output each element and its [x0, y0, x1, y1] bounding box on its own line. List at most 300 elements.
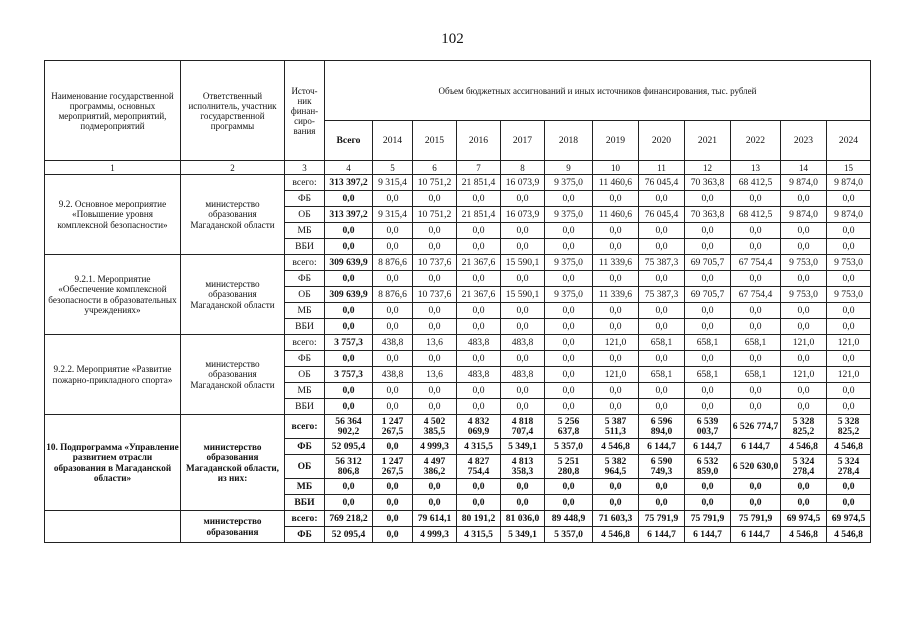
year-header: 2021 — [685, 121, 731, 161]
amount-cell: 0,0 — [457, 495, 501, 511]
amount-cell: 9 375,0 — [545, 255, 593, 271]
amount-cell: 0,0 — [413, 383, 457, 399]
amount-cell: 0,0 — [457, 303, 501, 319]
header-source: Источ-ник финан-сиро-вания — [285, 61, 325, 161]
amount-cell: 10 751,2 — [413, 207, 457, 223]
responsible-executor: министерство образования Магаданской области — [181, 255, 285, 335]
amount-cell: 1 247 267,5 — [373, 415, 413, 439]
amount-cell: 0,0 — [501, 303, 545, 319]
amount-cell: 21 851,4 — [457, 207, 501, 223]
amount-cell: 0,0 — [593, 223, 639, 239]
year-header: 2019 — [593, 121, 639, 161]
amount-cell: 9 753,0 — [827, 255, 871, 271]
amount-cell: 438,8 — [373, 367, 413, 383]
amount-cell: 0,0 — [781, 239, 827, 255]
column-number: 8 — [501, 161, 545, 175]
amount-cell: 16 073,9 — [501, 207, 545, 223]
funding-source: МБ — [285, 303, 325, 319]
funding-source: ВБИ — [285, 319, 325, 335]
amount-cell: 1 247 267,5 — [373, 455, 413, 479]
amount-cell: 8 876,6 — [373, 255, 413, 271]
amount-cell: 658,1 — [639, 335, 685, 351]
funding-source: всего: — [285, 511, 325, 527]
amount-cell: 13,6 — [413, 367, 457, 383]
amount-cell: 0,0 — [373, 223, 413, 239]
amount-cell: 0,0 — [413, 239, 457, 255]
amount-cell: 69 974,5 — [781, 511, 827, 527]
year-header: 2018 — [545, 121, 593, 161]
amount-cell: 0,0 — [731, 303, 781, 319]
amount-cell: 56 312 806,8 — [325, 455, 373, 479]
amount-cell: 4 546,8 — [593, 527, 639, 543]
amount-cell: 0,0 — [501, 271, 545, 287]
amount-cell: 10 751,2 — [413, 175, 457, 191]
year-header: 2017 — [501, 121, 545, 161]
amount-cell: 0,0 — [457, 383, 501, 399]
amount-cell: 0,0 — [325, 383, 373, 399]
amount-cell: 0,0 — [639, 399, 685, 415]
amount-cell: 6 539 003,7 — [685, 415, 731, 439]
column-numbers-row — [45, 161, 871, 175]
amount-cell: 658,1 — [685, 335, 731, 351]
amount-cell: 6 144,7 — [731, 527, 781, 543]
amount-cell: 6 144,7 — [685, 439, 731, 455]
column-number: 11 — [639, 161, 685, 175]
amount-cell: 0,0 — [373, 383, 413, 399]
header-budget: Объем бюджетных ассигнований и иных источников финансирования, тыс. рублей — [325, 61, 871, 121]
year-header: 2024 — [827, 121, 871, 161]
activity-name: 9.2.2. Мероприятие «Развитие пожарно-прикладного спорта» — [45, 335, 181, 415]
column-number: 12 — [685, 161, 731, 175]
column-number: 5 — [373, 161, 413, 175]
amount-cell: 0,0 — [413, 223, 457, 239]
amount-cell: 0,0 — [781, 351, 827, 367]
amount-cell: 121,0 — [593, 367, 639, 383]
amount-cell: 0,0 — [781, 191, 827, 207]
column-number: 14 — [781, 161, 827, 175]
funding-source: всего: — [285, 415, 325, 439]
amount-cell: 4 818 707,4 — [501, 415, 545, 439]
year-header: 2023 — [781, 121, 827, 161]
amount-cell: 4 546,8 — [827, 527, 871, 543]
amount-cell: 0,0 — [731, 383, 781, 399]
amount-cell: 0,0 — [731, 271, 781, 287]
amount-cell: 11 339,6 — [593, 255, 639, 271]
amount-cell: 0,0 — [373, 527, 413, 543]
amount-cell: 69 705,7 — [685, 287, 731, 303]
table-row — [45, 335, 871, 351]
amount-cell: 0,0 — [685, 191, 731, 207]
amount-cell: 0,0 — [457, 271, 501, 287]
page-number: 102 — [441, 31, 464, 47]
amount-cell: 0,0 — [639, 271, 685, 287]
amount-cell: 0,0 — [827, 479, 871, 495]
amount-cell: 0,0 — [457, 239, 501, 255]
amount-cell: 0,0 — [545, 239, 593, 255]
amount-cell: 0,0 — [501, 319, 545, 335]
column-number: 6 — [413, 161, 457, 175]
amount-cell: 79 614,1 — [413, 511, 457, 527]
amount-cell: 0,0 — [413, 495, 457, 511]
amount-cell: 4 315,5 — [457, 527, 501, 543]
amount-cell: 68 412,5 — [731, 207, 781, 223]
amount-cell: 0,0 — [457, 191, 501, 207]
amount-cell: 5 256 637,8 — [545, 415, 593, 439]
amount-cell: 9 753,0 — [827, 287, 871, 303]
amount-cell: 0,0 — [827, 351, 871, 367]
amount-cell: 5 324 278,4 — [827, 455, 871, 479]
funding-source: ОБ — [285, 367, 325, 383]
funding-source: ВБИ — [285, 239, 325, 255]
amount-cell: 4 546,8 — [593, 439, 639, 455]
amount-cell: 0,0 — [827, 303, 871, 319]
amount-cell: 0,0 — [325, 191, 373, 207]
funding-source: ВБИ — [285, 495, 325, 511]
amount-cell: 0,0 — [731, 351, 781, 367]
amount-cell: 483,8 — [501, 335, 545, 351]
amount-cell: 4 813 358,3 — [501, 455, 545, 479]
amount-cell: 0,0 — [373, 191, 413, 207]
amount-cell: 21 367,6 — [457, 255, 501, 271]
amount-cell: 0,0 — [325, 223, 373, 239]
amount-cell: 5 328 825,2 — [781, 415, 827, 439]
amount-cell: 0,0 — [781, 223, 827, 239]
year-header: 2014 — [373, 121, 413, 161]
funding-source: ОБ — [285, 455, 325, 479]
amount-cell: 0,0 — [545, 335, 593, 351]
amount-cell: 56 364 902,2 — [325, 415, 373, 439]
amount-cell: 658,1 — [685, 367, 731, 383]
activity-name: 9.2. Основное мероприятие «Повышение уровня комплексной безопасности» — [45, 175, 181, 255]
amount-cell: 75 387,3 — [639, 287, 685, 303]
column-number: 10 — [593, 161, 639, 175]
amount-cell: 0,0 — [501, 351, 545, 367]
amount-cell: 0,0 — [781, 383, 827, 399]
funding-source: ФБ — [285, 351, 325, 367]
amount-cell: 71 603,3 — [593, 511, 639, 527]
subprogram-name: 10. Подпрограмма «Управление развитием отрасли образования в Магаданской области» — [45, 415, 181, 511]
amount-cell: 0,0 — [593, 191, 639, 207]
amount-cell: 6 144,7 — [639, 439, 685, 455]
column-number: 2 — [181, 161, 285, 175]
amount-cell: 67 754,4 — [731, 255, 781, 271]
amount-cell: 0,0 — [593, 351, 639, 367]
amount-cell: 0,0 — [827, 239, 871, 255]
amount-cell: 4 832 069,9 — [457, 415, 501, 439]
amount-cell: 0,0 — [827, 271, 871, 287]
amount-cell: 4 827 754,4 — [457, 455, 501, 479]
amount-cell: 658,1 — [731, 367, 781, 383]
amount-cell: 15 590,1 — [501, 255, 545, 271]
amount-cell: 0,0 — [685, 383, 731, 399]
funding-source: всего: — [285, 335, 325, 351]
amount-cell: 75 791,9 — [685, 511, 731, 527]
amount-cell: 0,0 — [593, 399, 639, 415]
amount-cell: 0,0 — [457, 223, 501, 239]
amount-cell: 0,0 — [731, 223, 781, 239]
amount-cell: 89 448,9 — [545, 511, 593, 527]
amount-cell: 9 375,0 — [545, 207, 593, 223]
amount-cell: 0,0 — [457, 319, 501, 335]
amount-cell: 5 357,0 — [545, 527, 593, 543]
amount-cell: 75 387,3 — [639, 255, 685, 271]
column-number: 7 — [457, 161, 501, 175]
amount-cell: 21 367,6 — [457, 287, 501, 303]
amount-cell: 0,0 — [639, 239, 685, 255]
amount-cell: 9 375,0 — [545, 287, 593, 303]
amount-cell: 0,0 — [545, 191, 593, 207]
amount-cell: 121,0 — [781, 335, 827, 351]
amount-cell: 5 387 511,3 — [593, 415, 639, 439]
amount-cell: 0,0 — [413, 319, 457, 335]
year-header: 2022 — [731, 121, 781, 161]
amount-cell: 0,0 — [827, 191, 871, 207]
amount-cell: 0,0 — [545, 303, 593, 319]
year-header: 2015 — [413, 121, 457, 161]
amount-cell: 0,0 — [685, 495, 731, 511]
column-number: 9 — [545, 161, 593, 175]
funding-source: МБ — [285, 223, 325, 239]
amount-cell: 0,0 — [781, 399, 827, 415]
amount-cell: 13,6 — [413, 335, 457, 351]
amount-cell: 658,1 — [639, 367, 685, 383]
amount-cell: 0,0 — [781, 303, 827, 319]
amount-cell: 9 874,0 — [781, 207, 827, 223]
amount-cell: 121,0 — [827, 367, 871, 383]
amount-cell: 0,0 — [457, 351, 501, 367]
amount-cell: 10 737,6 — [413, 255, 457, 271]
amount-cell: 9 315,4 — [373, 207, 413, 223]
amount-cell: 11 460,6 — [593, 207, 639, 223]
column-number: 13 — [731, 161, 781, 175]
amount-cell: 68 412,5 — [731, 175, 781, 191]
funding-source: ФБ — [285, 527, 325, 543]
amount-cell: 4 315,5 — [457, 439, 501, 455]
amount-cell: 5 349,1 — [501, 439, 545, 455]
amount-cell: 0,0 — [781, 479, 827, 495]
amount-cell: 76 045,4 — [639, 175, 685, 191]
amount-cell: 11 339,6 — [593, 287, 639, 303]
amount-cell: 0,0 — [731, 319, 781, 335]
amount-cell: 0,0 — [501, 191, 545, 207]
amount-cell: 0,0 — [373, 239, 413, 255]
amount-cell: 0,0 — [639, 383, 685, 399]
funding-source: ФБ — [285, 439, 325, 455]
amount-cell: 0,0 — [325, 351, 373, 367]
amount-cell: 0,0 — [545, 479, 593, 495]
amount-cell: 6 532 859,0 — [685, 455, 731, 479]
amount-cell: 0,0 — [373, 495, 413, 511]
amount-cell: 9 874,0 — [827, 175, 871, 191]
amount-cell: 9 874,0 — [827, 207, 871, 223]
amount-cell: 4 497 386,2 — [413, 455, 457, 479]
amount-cell: 309 639,9 — [325, 255, 373, 271]
amount-cell: 9 874,0 — [781, 175, 827, 191]
amount-cell: 0,0 — [545, 223, 593, 239]
amount-cell: 0,0 — [413, 303, 457, 319]
amount-cell: 0,0 — [731, 191, 781, 207]
amount-cell: 0,0 — [501, 399, 545, 415]
amount-cell: 0,0 — [545, 383, 593, 399]
amount-cell: 0,0 — [413, 351, 457, 367]
responsible-executor: министерство образования — [181, 511, 285, 543]
responsible-executor: министерство образования Магаданской области — [181, 175, 285, 255]
amount-cell: 0,0 — [685, 351, 731, 367]
amount-cell: 6 590 749,3 — [639, 455, 685, 479]
amount-cell: 0,0 — [545, 271, 593, 287]
amount-cell: 4 546,8 — [781, 439, 827, 455]
header-responsible: Ответственный исполнитель, участник государственной программы — [181, 61, 285, 161]
amount-cell: 0,0 — [593, 495, 639, 511]
amount-cell: 0,0 — [685, 223, 731, 239]
table-row — [45, 415, 871, 439]
amount-cell: 52 095,4 — [325, 527, 373, 543]
amount-cell: 11 460,6 — [593, 175, 639, 191]
amount-cell: 0,0 — [325, 303, 373, 319]
amount-cell: 0,0 — [373, 303, 413, 319]
amount-cell: 769 218,2 — [325, 511, 373, 527]
amount-cell: 121,0 — [593, 335, 639, 351]
amount-cell: 67 754,4 — [731, 287, 781, 303]
amount-cell: 9 315,4 — [373, 175, 413, 191]
amount-cell: 313 397,2 — [325, 207, 373, 223]
amount-cell: 0,0 — [731, 239, 781, 255]
funding-source: ВБИ — [285, 399, 325, 415]
amount-cell: 0,0 — [325, 399, 373, 415]
amount-cell: 76 045,4 — [639, 207, 685, 223]
amount-cell: 0,0 — [593, 303, 639, 319]
amount-cell: 0,0 — [325, 479, 373, 495]
amount-cell: 0,0 — [781, 271, 827, 287]
funding-source: ОБ — [285, 207, 325, 223]
amount-cell: 483,8 — [457, 367, 501, 383]
year-header: 2016 — [457, 121, 501, 161]
amount-cell: 0,0 — [413, 191, 457, 207]
amount-cell: 5 251 280,8 — [545, 455, 593, 479]
year-header: Всего — [325, 121, 373, 161]
responsible-executor: министерство образования Магаданской области — [181, 335, 285, 415]
amount-cell: 9 753,0 — [781, 255, 827, 271]
amount-cell: 0,0 — [501, 383, 545, 399]
responsible-executor: министерство образования Магаданской области, из них: — [181, 415, 285, 511]
amount-cell: 69 705,7 — [685, 255, 731, 271]
amount-cell: 0,0 — [827, 223, 871, 239]
amount-cell: 0,0 — [373, 479, 413, 495]
funding-source: МБ — [285, 479, 325, 495]
amount-cell: 0,0 — [593, 271, 639, 287]
amount-cell: 0,0 — [639, 495, 685, 511]
header-name: Наименование государственной программы, основных мероприятий, мероприятий, подмероприятий — [45, 61, 181, 161]
amount-cell: 309 639,9 — [325, 287, 373, 303]
amount-cell: 0,0 — [731, 479, 781, 495]
amount-cell: 0,0 — [593, 479, 639, 495]
amount-cell: 6 520 630,0 — [731, 455, 781, 479]
amount-cell: 6 144,7 — [685, 527, 731, 543]
amount-cell: 0,0 — [593, 319, 639, 335]
activity-name: 9.2.1. Мероприятие «Обеспечение комплексной безопасности в образовательных учреждениях» — [45, 255, 181, 335]
amount-cell: 0,0 — [413, 399, 457, 415]
amount-cell: 0,0 — [639, 303, 685, 319]
amount-cell: 15 590,1 — [501, 287, 545, 303]
amount-cell: 658,1 — [731, 335, 781, 351]
amount-cell: 121,0 — [781, 367, 827, 383]
amount-cell: 0,0 — [325, 239, 373, 255]
amount-cell: 5 382 964,5 — [593, 455, 639, 479]
amount-cell: 0,0 — [827, 399, 871, 415]
amount-cell: 0,0 — [685, 399, 731, 415]
amount-cell: 21 851,4 — [457, 175, 501, 191]
amount-cell: 0,0 — [545, 351, 593, 367]
amount-cell: 0,0 — [545, 319, 593, 335]
amount-cell: 0,0 — [325, 319, 373, 335]
amount-cell: 6 144,7 — [731, 439, 781, 455]
amount-cell: 0,0 — [413, 271, 457, 287]
amount-cell: 0,0 — [639, 479, 685, 495]
amount-cell: 0,0 — [373, 351, 413, 367]
amount-cell: 0,0 — [685, 479, 731, 495]
amount-cell: 81 036,0 — [501, 511, 545, 527]
amount-cell: 0,0 — [325, 495, 373, 511]
amount-cell: 0,0 — [373, 511, 413, 527]
amount-cell: 75 791,9 — [639, 511, 685, 527]
amount-cell: 0,0 — [685, 271, 731, 287]
amount-cell: 52 095,4 — [325, 439, 373, 455]
column-number: 3 — [285, 161, 325, 175]
funding-source: всего: — [285, 175, 325, 191]
amount-cell: 0,0 — [457, 479, 501, 495]
amount-cell: 483,8 — [501, 367, 545, 383]
amount-cell: 4 999,3 — [413, 439, 457, 455]
table-row — [45, 511, 871, 527]
amount-cell: 5 324 278,4 — [781, 455, 827, 479]
amount-cell: 75 791,9 — [731, 511, 781, 527]
funding-source: всего: — [285, 255, 325, 271]
funding-source: ФБ — [285, 271, 325, 287]
amount-cell: 4 546,8 — [827, 439, 871, 455]
amount-cell: 0,0 — [731, 495, 781, 511]
amount-cell: 483,8 — [457, 335, 501, 351]
amount-cell: 3 757,3 — [325, 367, 373, 383]
amount-cell: 0,0 — [685, 319, 731, 335]
amount-cell: 4 546,8 — [781, 527, 827, 543]
amount-cell: 0,0 — [639, 319, 685, 335]
funding-source: ОБ — [285, 287, 325, 303]
amount-cell: 6 526 774,7 — [731, 415, 781, 439]
table-row — [45, 255, 871, 271]
amount-cell: 438,8 — [373, 335, 413, 351]
amount-cell: 0,0 — [545, 399, 593, 415]
amount-cell: 80 191,2 — [457, 511, 501, 527]
amount-cell: 6 596 894,0 — [639, 415, 685, 439]
budget-table — [44, 60, 871, 543]
amount-cell: 0,0 — [827, 495, 871, 511]
year-header: 2020 — [639, 121, 685, 161]
amount-cell: 0,0 — [501, 479, 545, 495]
amount-cell: 0,0 — [373, 319, 413, 335]
amount-cell: 0,0 — [545, 495, 593, 511]
amount-cell: 10 737,6 — [413, 287, 457, 303]
amount-cell: 70 363,8 — [685, 207, 731, 223]
column-number: 1 — [45, 161, 181, 175]
amount-cell: 16 073,9 — [501, 175, 545, 191]
amount-cell: 0,0 — [781, 495, 827, 511]
amount-cell: 0,0 — [501, 239, 545, 255]
amount-cell: 5 349,1 — [501, 527, 545, 543]
amount-cell: 0,0 — [593, 383, 639, 399]
funding-source: ФБ — [285, 191, 325, 207]
amount-cell: 0,0 — [685, 303, 731, 319]
amount-cell: 9 753,0 — [781, 287, 827, 303]
